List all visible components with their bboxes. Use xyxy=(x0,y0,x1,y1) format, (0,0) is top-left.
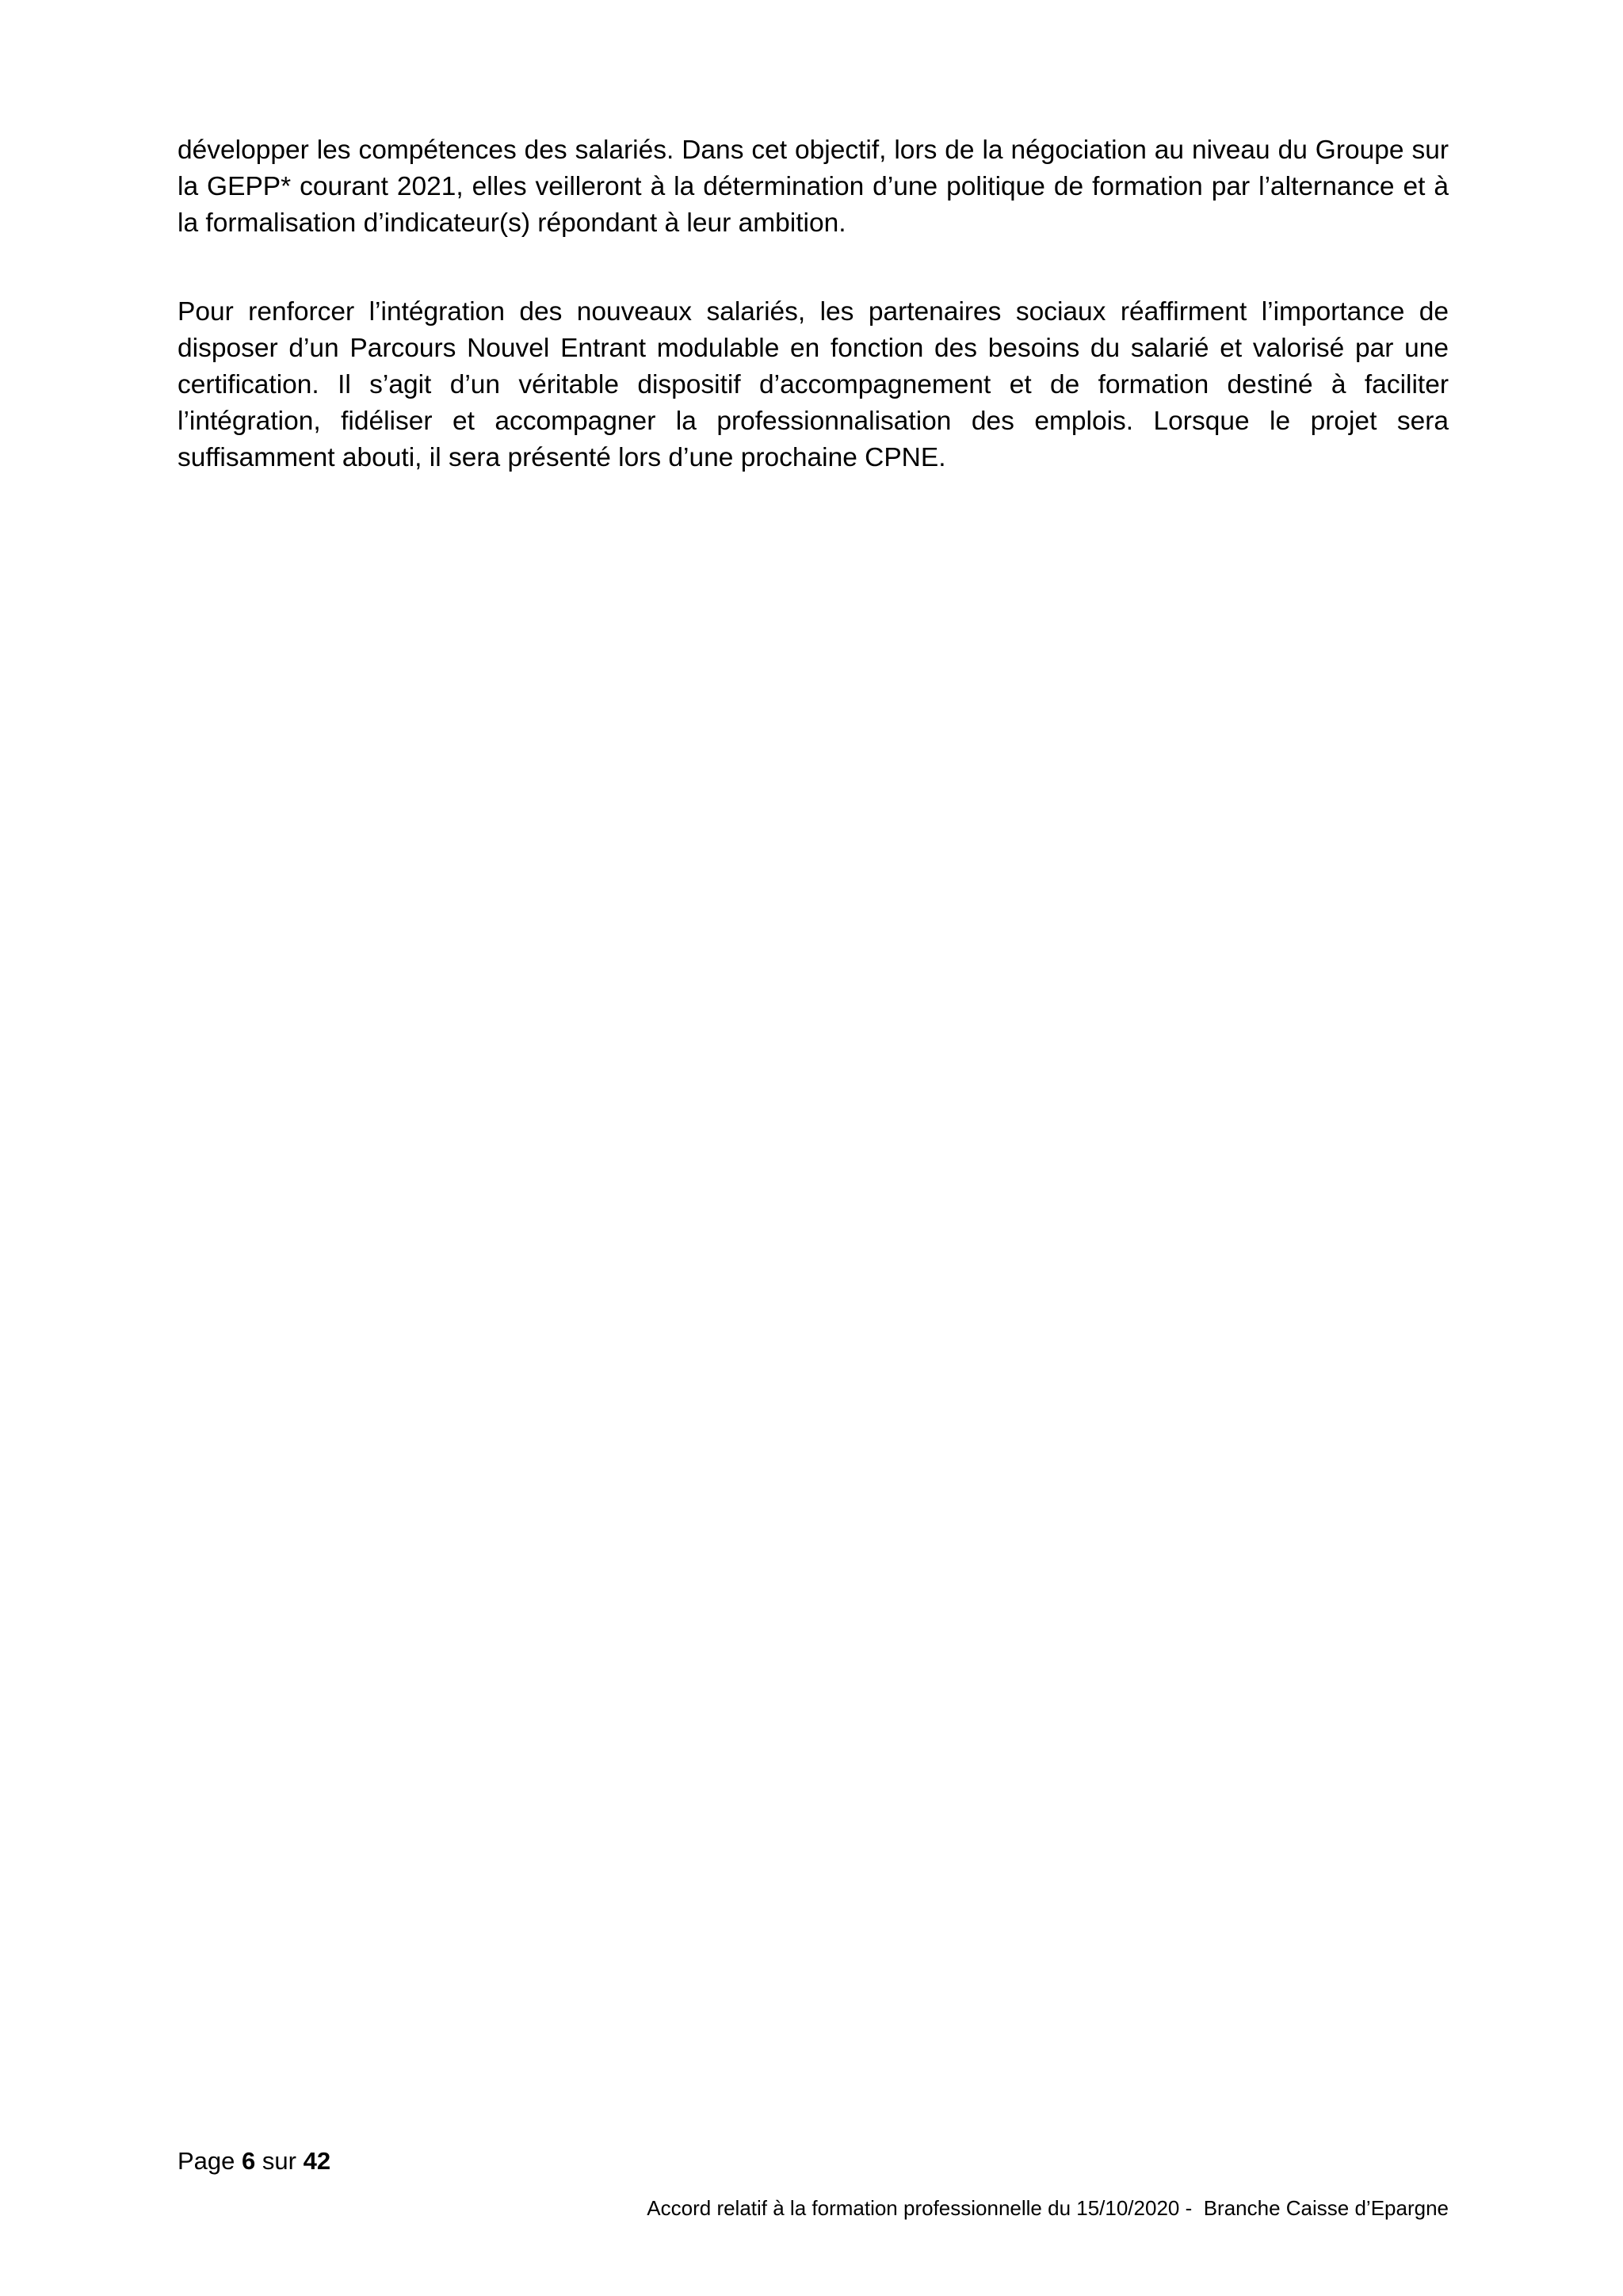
page-separator: sur xyxy=(262,2147,296,2175)
body-paragraph-1: développer les compétences des salariés. Dans cet objectif, lors de la négociation au niveau du Groupe sur la GEPP* courant 2021, elles veilleront à la détermination d’une politique de formation par l’alternance et à la formalisation d’indicateur(s) répondant à leur ambition. xyxy=(178,136,1449,238)
page-number xyxy=(178,2145,330,2177)
body-paragraph-2: Pour renforcer l’intégration des nouveaux salariés, les partenaires sociaux réaffirment l’importance de disposer d’un Parcours Nouvel Entrant modulable en fonction des besoins du salarié et valorisé par une certification. Il s’agit d’un véritable dispositif d’accompagnement et de formation destiné à faciliter l’intégration, fidéliser et accompagner la professionnalisation des emplois. Lorsque le projet sera suffisamment abouti, il sera présenté lors d’une prochaine CPNE. xyxy=(178,297,1449,472)
page-current: 6 xyxy=(242,2147,256,2175)
footer-document-reference: Accord relatif à la formation professionnelle du 15/10/2020 - Branche Caisse d’Epargne xyxy=(647,2196,1449,2220)
page-total: 42 xyxy=(303,2147,331,2175)
page-prefix: Page xyxy=(178,2147,235,2175)
